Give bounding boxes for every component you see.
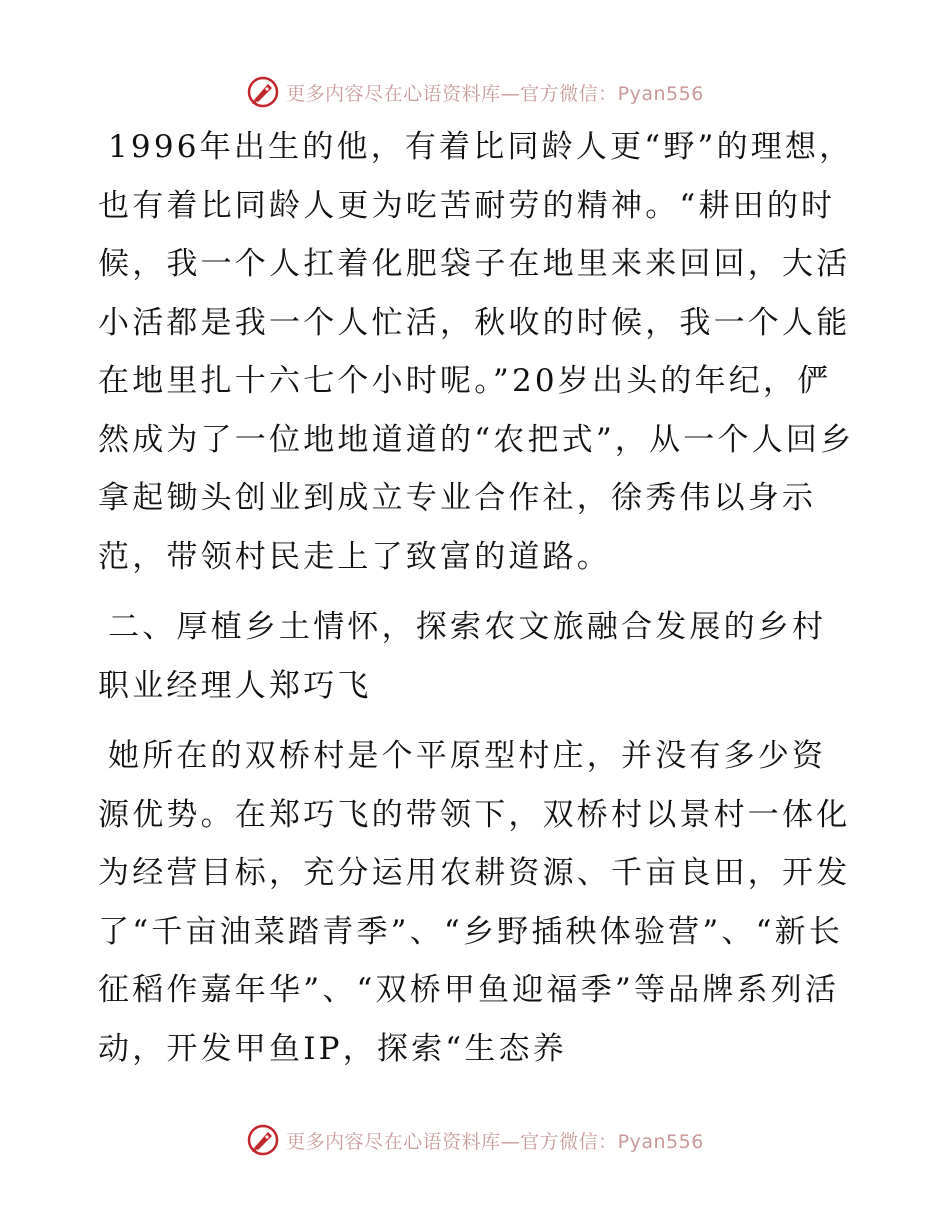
section-heading-zheng-qiaofei: [98, 598, 858, 715]
document-body: [98, 118, 858, 1078]
paragraph-shuangqiao-village: [98, 727, 858, 1078]
pen-nib-logo-icon: [246, 75, 280, 109]
pen-nib-logo-icon: [246, 1123, 280, 1157]
header-banner-text: 更多内容尽在心语资料库—官方微信：Pyan556: [286, 82, 704, 105]
footer-banner-inner: [246, 1123, 704, 1157]
paragraph-text: 1996年出生的他，有着比同龄人更“野”的理想，也有着比同龄人更为吃苦耐劳的精神。“耕田的时候，我一个人扛着化肥袋子在地里来来回回，大活小活都是我一个人忙活，秋收的时候，我一个人能在地里扎十六七个小时呢。”20岁出头的年纪，俨然成为了一位地地道道的“农把式”，从一个人回乡拿起锄头创业到成立专业合作社，徐秀伟以身示范，带领村民走上了致富的道路。: [98, 129, 855, 575]
header-banner-inner: [246, 75, 704, 109]
paragraph-text: 她所在的双桥村是个平原型村庄，并没有多少资源优势。在郑巧飞的带领下，双桥村以景村一体化为经营目标，充分运用农耕资源、千亩良田，开发了“千亩油菜踏青季”、“乡野插秧体验营”、“新长征稻作嘉年华”、“双桥甲鱼迎福季”等品牌系列活动，开发甲鱼IP，探索“生态养: [98, 738, 851, 1067]
heading-text: 二、厚植乡土情怀，探索农文旅融合发展的乡村职业经理人郑巧飞: [98, 609, 827, 704]
header-banner: [0, 72, 950, 112]
footer-banner-text: 更多内容尽在心语资料库—官方微信：Pyan556: [286, 1130, 704, 1153]
paragraph-xu-xiuwei: [98, 118, 858, 586]
footer-banner: [0, 1120, 950, 1160]
